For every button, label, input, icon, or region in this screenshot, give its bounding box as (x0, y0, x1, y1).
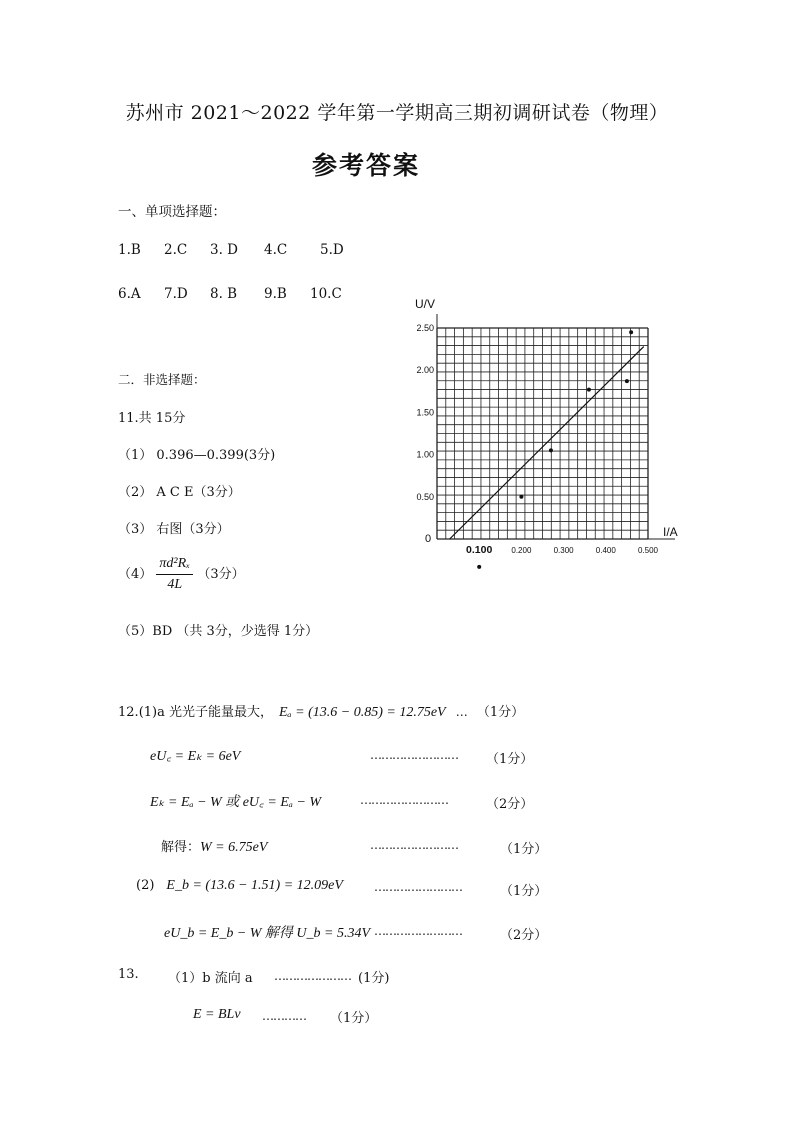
data-point (477, 565, 481, 569)
ui-chart (405, 290, 695, 580)
q12-number: 12. (118, 705, 139, 720)
q11-answer-1: （1） 0.396—0.399(3分) (118, 448, 276, 463)
q11-answer-4-prefix: （4） (118, 567, 153, 582)
q12-score-6: （2分） (500, 928, 548, 943)
q12-dots-2: …………………… (370, 748, 458, 762)
answer-1: 1.B (118, 242, 141, 258)
q12-equation-6: eU_b = E_b − W 解得 U_b = 5.34V (164, 926, 371, 941)
answer-4: 4.C (264, 242, 288, 258)
q12-equation-3: Eₖ = Eₐ − W 或 eU꜀ = Eₐ − W (150, 795, 322, 810)
data-point (629, 330, 633, 334)
section1-heading: 一、单项选择题： (118, 204, 226, 220)
data-point (625, 379, 629, 383)
q12-dots-6: …………………… (374, 924, 462, 938)
y-ticks (416, 323, 434, 502)
q13-equation-2: E = BLv (193, 1007, 241, 1022)
q12-part-2: (2) (136, 878, 155, 893)
q12-dots-5: …………………… (374, 880, 462, 894)
q12-dots-4: …………………… (370, 838, 458, 852)
answer-9: 9.B (264, 286, 287, 302)
y-tick-label: 1.00 (416, 449, 434, 460)
y-tick-label: 2.00 (416, 365, 434, 376)
q11-answer-4 (118, 556, 245, 593)
data-point (587, 388, 591, 392)
x-tick-label: 0.500 (637, 546, 659, 555)
answer-2: 2.C (164, 242, 188, 258)
q13-number: 13. (118, 967, 139, 982)
data-point (519, 495, 523, 499)
x-tick-label: 0.300 (553, 546, 574, 555)
fraction-numerator: πd²Rₓ (156, 556, 193, 575)
y-tick-label: 1.50 (416, 407, 434, 418)
q11-answer-2: （2） A C E（3分） (118, 485, 241, 500)
x-axis-label: I/A (663, 525, 678, 539)
q13-score-2: （1分） (330, 1011, 378, 1026)
q12-score-1: （1分） (476, 705, 525, 720)
answer-8: 8. B (210, 286, 238, 302)
section2-heading: 二．非选择题： (118, 372, 206, 387)
q12-dots-3: …………………… (360, 793, 448, 807)
answer-7: 7.D (164, 286, 188, 302)
q12-score-3: （2分） (486, 797, 534, 812)
y-tick-label: 2.50 (416, 323, 434, 333)
q12-line-5 (136, 878, 343, 894)
q11-answer-3: （3） 右图（3分） (118, 522, 230, 537)
answer-5: 5.D (320, 242, 344, 258)
answer-6: 6.A (118, 286, 141, 302)
origin-label: 0 (425, 533, 432, 545)
q13-dots-1: ………………… (274, 969, 351, 983)
x-ticks (466, 544, 658, 556)
fit-line (450, 347, 644, 539)
q12-line-1 (118, 701, 524, 721)
q12-line-4 (161, 836, 267, 856)
q12-score-2: （1分） (486, 752, 534, 767)
q12-equation-4: W = 6.75eV (200, 840, 268, 855)
q12-equation-2: eU꜀ = Eₖ = 6eV (150, 749, 241, 764)
q12-label-4: 解得： (161, 840, 201, 855)
y-tick-label: 0.50 (416, 491, 434, 502)
chart-grid (437, 314, 675, 539)
q12-equation-5: E_b = (13.6 − 1.51) = 12.09eV (166, 878, 343, 893)
x-tick-label: 0.100 (466, 544, 493, 556)
answers-row-2 (118, 286, 342, 302)
answers-row-1 (118, 242, 344, 258)
q11-title: 11.共 15分 (118, 411, 186, 426)
q13-dots-2: ………… (262, 1009, 306, 1023)
fraction-denominator: 4L (167, 577, 183, 592)
answer-10: 10.C (310, 286, 342, 302)
data-points (477, 330, 633, 569)
q12-score-5: （1分） (500, 884, 548, 899)
formula-fraction (156, 556, 193, 593)
x-tick-label: 0.200 (511, 546, 532, 555)
q11-answer-4-score: （3分） (197, 567, 245, 582)
q12-dots-1: … (455, 705, 467, 719)
page-subtitle: 参考答案 (312, 151, 421, 180)
page-title: 苏州市 2021～2022 学年第一学期高三期初调研试卷（物理） (125, 102, 669, 124)
q13-text-1: （1）b 流向 a (168, 971, 253, 986)
data-point (549, 448, 553, 452)
q12-score-4: （1分） (500, 842, 548, 857)
q12-text-1: (1)a 光光子能量最大， (138, 705, 273, 720)
q13-score-1: (1分) (358, 971, 390, 986)
q11-answer-5: （5）BD （共 3分，少选得 1分） (118, 624, 319, 639)
answer-3: 3. D (210, 242, 238, 258)
x-tick-label: 0.400 (595, 546, 616, 555)
y-axis-label: U/V (415, 297, 436, 311)
q12-equation-1: Eₐ = (13.6 − 0.85) = 12.75eV (279, 705, 446, 720)
